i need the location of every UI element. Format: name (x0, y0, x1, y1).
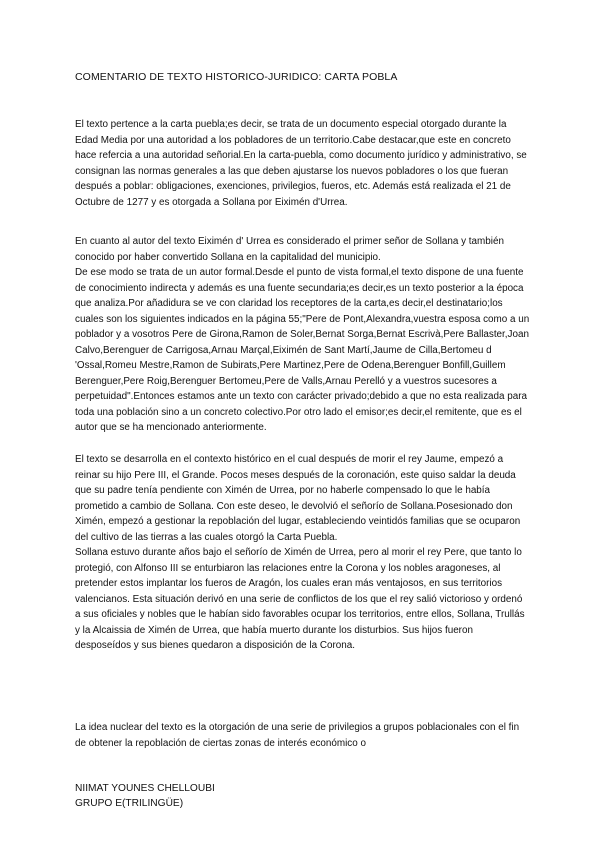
paragraph-text: En cuanto al autor del texto Eiximén d' Urrea es considerado el primer señor de Sollana y también conocido por haber convertido Sollana en la capitalidad del municipio. De ese modo se trata de un autor formal.Desde el punto de vista formal,el texto dispone de una fuente de conocimiento indirecta y además es una fuente secundaria;es decir,es un texto posterior a la época que analiza.Por añadidura se ve con claridad los receptores de la carta,es decir,el destinatario;los cuales son los siguientes indicados en la página 55;"Pere de Pont,Alexandra,vuestra esposa como a un poblador y a vosotros Pere de Girona,Ramon de Soler,Bernat Sorga,Bernat Escrivà,Pere Ballaster,Joan Calvo,Berenguer de Carrigosa,Arnau Marçal,Eiximén de Sant Martí,Jaume de Cilla,Bertomeu d 'Ossal,Romeu Mestre,Ramon de Subirats,Pere Martinez,Pere de Odena,Berenguer Bonfill,Guillem Berenguer,Pere Roig,Berenguer Bertomeu,Pere de Valls,Arnau Perelló y a vuestros sucesores a perpetuidad".Entonces estamos ante un texto con carácter privado;debido a que no esta realizada para toda una población sino a un concreto colectivo.Por otro lado el emisor;es decir,el remitente, que es el autor que se ha mencionado anteriormente. (75, 236, 530, 433)
paragraph-contexto (75, 452, 530, 654)
author-group: GRUPO E(TRILINGÜE) (75, 798, 184, 809)
author-signature (75, 781, 375, 811)
document-title: COMENTARIO DE TEXTO HISTORICO-JURIDICO: CARTA POBLA (75, 71, 398, 83)
author-name: NIIMAT YOUNES CHELLOUBI (75, 783, 215, 794)
paragraph-idea-nuclear (75, 720, 530, 751)
paragraph-text: La idea nuclear del texto es la otorgación de una serie de privilegios a grupos poblacionales con el fin de obtener la repoblación de ciertas zonas de interés económico o (75, 722, 520, 749)
paragraph-text: El texto se desarrolla en el contexto histórico en el cual después de morir el rey Jaume, empezó a reinar su hijo Pere III, el Grande. Pocos meses después de la coronación, este quiso saldar la deuda que su padre tenía pendiente con Ximén de Urrea, por no haberle compensado lo que le había prometido a cambio de Sollana. Con este deseo, le devolvió el señorío de Sollana.Posesionado don Ximén, empezó a gestionar la repoblación del lugar, estableciendo veintidós familias que se ocuparon del cultivo de las tierras a las cuales otorgó la Carta Puebla. (75, 454, 521, 543)
paragraph-carta-puebla (75, 117, 530, 210)
paragraph-autor (75, 234, 530, 436)
paragraph-text: Sollana estuvo durante años bajo el señorío de Ximén de Urrea, pero al morir el rey Pere, que tanto lo protegió, con Alfonso III se enturbiaron las relaciones entre la Corona y los nobles aragoneses, al pretender estos implantar los fueros de Aragón, los cuales eran más ventajosos, en sus territorios valencianos. Esta situación derivó en una serie de conflictos de los que el rey salió victorioso y ordenó a sus oficiales y nobles que le habían sido favorables ocupar los territorios, entre ellos, Sollana, Trullás y la Alcaissia de Ximén de Urrea, que había muerto durante los disturbios. Sus hijos fueron desposeídos y sus bienes quedaron a disposición de la Corona. (75, 547, 525, 651)
paragraph-text: El texto pertence a la carta puebla;es decir, se trata de un documento especial otorgado durante la Edad Media por una autoridad a los pobladores de un territorio.Cabe destacar,que este en concreto hace refercia a una autoridad señorial.En la carta-puebla, como documento jurídico y administrativo, se consignan las normas generales a las que deben ajustarse los nuevos pobladores o los que fueran después a poblar: obligaciones, exenciones, privilegios, fueros, etc. Además está realizada el 21 de Octubre de 1277 y es otorgada a Sollana por Eiximén d'Urrea. (75, 119, 527, 208)
